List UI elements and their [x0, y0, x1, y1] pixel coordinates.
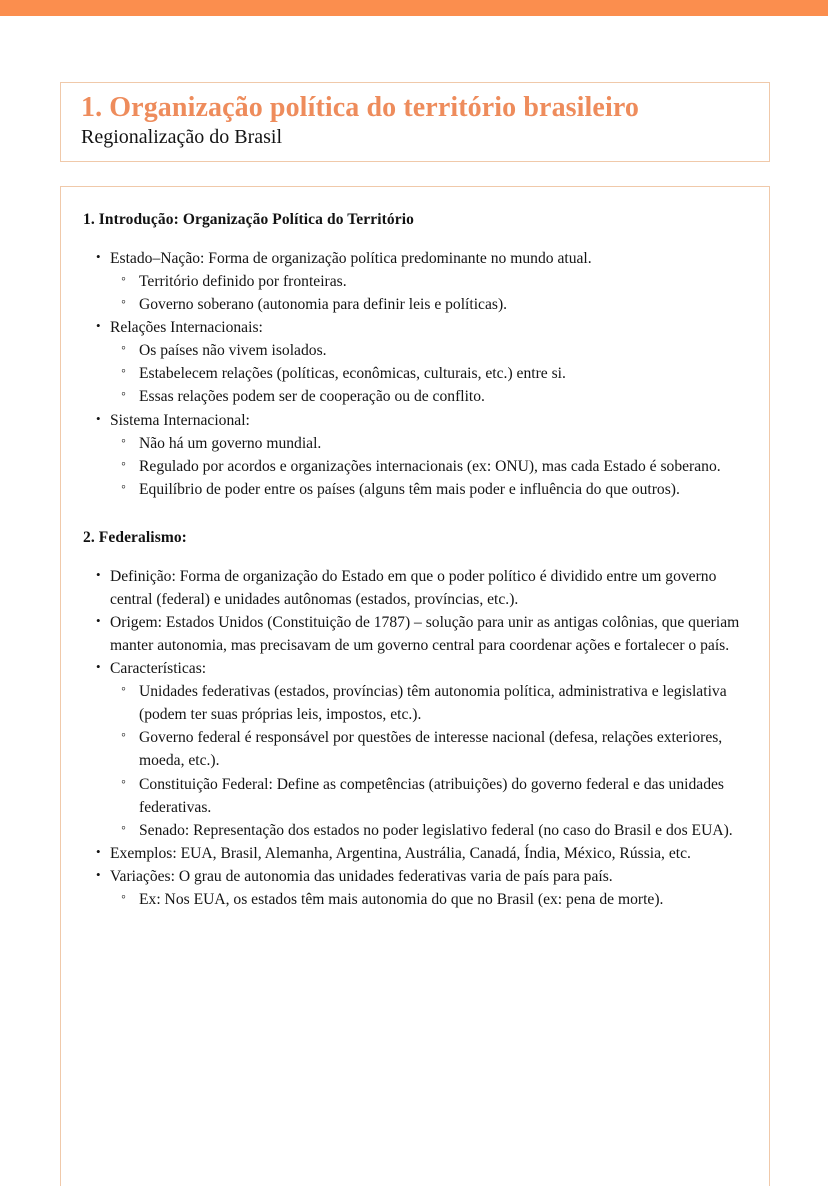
- sub-list-item: [110, 773, 743, 819]
- sub-list-item-text: ◦ Estabelecem relações (políticas, econômicas, culturais, etc.) entre si.: [139, 362, 743, 385]
- sub-list-item: [110, 293, 743, 316]
- sub-list-item: [110, 362, 743, 385]
- top-accent-bar: [0, 0, 828, 16]
- sub-list-item: [110, 478, 743, 501]
- sub-list-item: [110, 270, 743, 293]
- sections-container: [83, 211, 743, 911]
- sub-list-item: [110, 680, 743, 726]
- list-item-text: • Origem: Estados Unidos (Constituição de 1787) – solução para unir as antigas colônias, que queriam manter autonomia, mas precisavam de um governo central para coordenar ações e fortalecer o país.: [110, 611, 743, 657]
- title-card: [60, 82, 770, 162]
- sub-list-item-text: ◦ Os países não vivem isolados.: [139, 339, 743, 362]
- sub-list-item: [110, 385, 743, 408]
- sub-list-item: [110, 455, 743, 478]
- sub-bullet-list: [110, 888, 743, 911]
- list-item-text: • Exemplos: EUA, Brasil, Alemanha, Argentina, Austrália, Canadá, Índia, México, Rússia, etc.: [110, 842, 743, 865]
- list-item: [83, 565, 743, 611]
- sub-list-item-text: ◦ Não há um governo mundial.: [139, 432, 743, 455]
- sub-list-item-text: ◦ Território definido por fronteiras.: [139, 270, 743, 293]
- sub-list-item: [110, 888, 743, 911]
- sub-list-item-text: ◦ Essas relações podem ser de cooperação ou de conflito.: [139, 385, 743, 408]
- sub-list-item: [110, 432, 743, 455]
- sub-list-item-text: ◦ Ex: Nos EUA, os estados têm mais autonomia do que no Brasil (ex: pena de morte).: [139, 888, 743, 911]
- list-item: [83, 657, 743, 842]
- sub-list-item-text: ◦ Constituição Federal: Define as competências (atribuições) do governo federal e das unidades federativas.: [139, 773, 743, 819]
- sub-bullet-list: [110, 270, 743, 316]
- sub-bullet-list: [110, 339, 743, 408]
- sub-list-item-text: ◦ Regulado por acordos e organizações internacionais (ex: ONU), mas cada Estado é soberano.: [139, 455, 743, 478]
- list-item-text: • Características:: [110, 657, 743, 680]
- sub-list-item-text: ◦ Equilíbrio de poder entre os países (alguns têm mais poder e influência do que outros).: [139, 478, 743, 501]
- sub-list-item-text: ◦ Unidades federativas (estados, províncias) têm autonomia política, administrativa e legislativa (podem ter suas próprias leis, impostos, etc.).: [139, 680, 743, 726]
- bullet-list: [83, 247, 743, 501]
- list-item: [83, 409, 743, 501]
- sub-bullet-list: [110, 432, 743, 501]
- list-item-text: • Sistema Internacional:: [110, 409, 743, 432]
- content-card: [60, 186, 770, 1186]
- list-item: [83, 865, 743, 911]
- list-item-text: • Relações Internacionais:: [110, 316, 743, 339]
- sub-list-item-text: ◦ Senado: Representação dos estados no poder legislativo federal (no caso do Brasil e dos EUA).: [139, 819, 743, 842]
- list-item: [83, 247, 743, 316]
- sub-list-item-text: ◦ Governo federal é responsável por questões de interesse nacional (defesa, relações exteriores, moeda, etc.).: [139, 726, 743, 772]
- sub-list-item: [110, 339, 743, 362]
- page-subtitle: Regionalização do Brasil: [81, 125, 283, 148]
- bullet-list: [83, 565, 743, 911]
- sub-bullet-list: [110, 680, 743, 842]
- list-item-text: • Estado–Nação: Forma de organização política predominante no mundo atual.: [110, 247, 743, 270]
- section-heading: 1. Introdução: Organização Política do Território: [83, 211, 414, 228]
- list-item-text: • Definição: Forma de organização do Estado em que o poder político é dividido entre um governo central (federal) e unidades autônomas (estados, províncias, etc.).: [110, 565, 743, 611]
- sub-list-item: [110, 819, 743, 842]
- list-item: [83, 316, 743, 408]
- sub-list-item: [110, 726, 743, 772]
- page-title: 1. Organização política do território brasileiro: [81, 92, 639, 123]
- list-item: [83, 611, 743, 657]
- section-heading: 2. Federalismo:: [83, 528, 187, 546]
- list-item-text: • Variações: O grau de autonomia das unidades federativas varia de país para país.: [110, 865, 743, 888]
- list-item: [83, 842, 743, 865]
- sub-list-item-text: ◦ Governo soberano (autonomia para definir leis e políticas).: [139, 293, 743, 316]
